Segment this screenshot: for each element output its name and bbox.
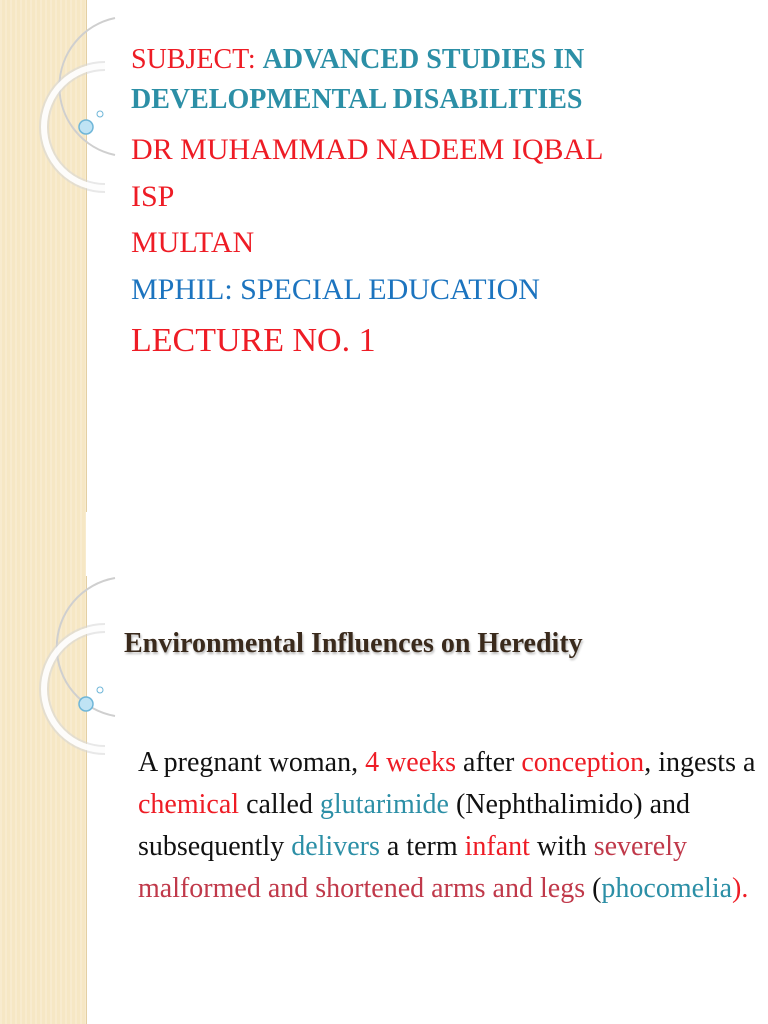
para-run: a term [379,831,465,862]
lecture-number: LECTURE NO. 1 [131,322,376,359]
circle-ornament-icon [0,0,140,240]
para-run: conception [521,747,645,778]
para-run: 4 weeks [365,747,457,778]
subject-title-part1: ADVANCED STUDIES IN [262,44,585,75]
slide-title: Environmental Influences on Heredity [124,628,583,659]
para-run: called [239,789,320,820]
para-run: with [529,831,594,862]
para-run: phocomelia [601,873,733,904]
program: MPHIL: SPECIAL EDUCATION [131,273,540,306]
para-run: chemical [138,789,240,820]
body-paragraph [138,742,758,910]
subject-label: SUBJECT: [131,44,263,75]
subject-line [131,44,584,76]
para-run: delivers [291,831,380,862]
slide-2 [0,576,768,1024]
para-run: A pregnant woman, [138,747,366,778]
para-run: glutarimide [319,789,449,820]
subject-title-part2: DEVELOPMENTAL DISABILITIES [131,84,583,115]
para-run: ( [585,873,602,904]
para-run: severely malformed and shortened arms and legs [138,831,687,904]
institute: ISP [131,180,175,213]
circle-ornament-icon-2 [0,576,140,816]
instructor-name: DR MUHAMMAD NADEEM IQBAL [131,133,604,166]
city: MULTAN [131,226,255,259]
para-run: ). [732,873,749,904]
decorative-side-band-gap [0,512,86,576]
para-run: (Nephthalimido) and subsequently [138,789,691,862]
para-run: after [456,747,522,778]
para-run: , ingests a [644,747,756,778]
para-run: infant [464,831,530,862]
slide-gap [0,512,768,576]
